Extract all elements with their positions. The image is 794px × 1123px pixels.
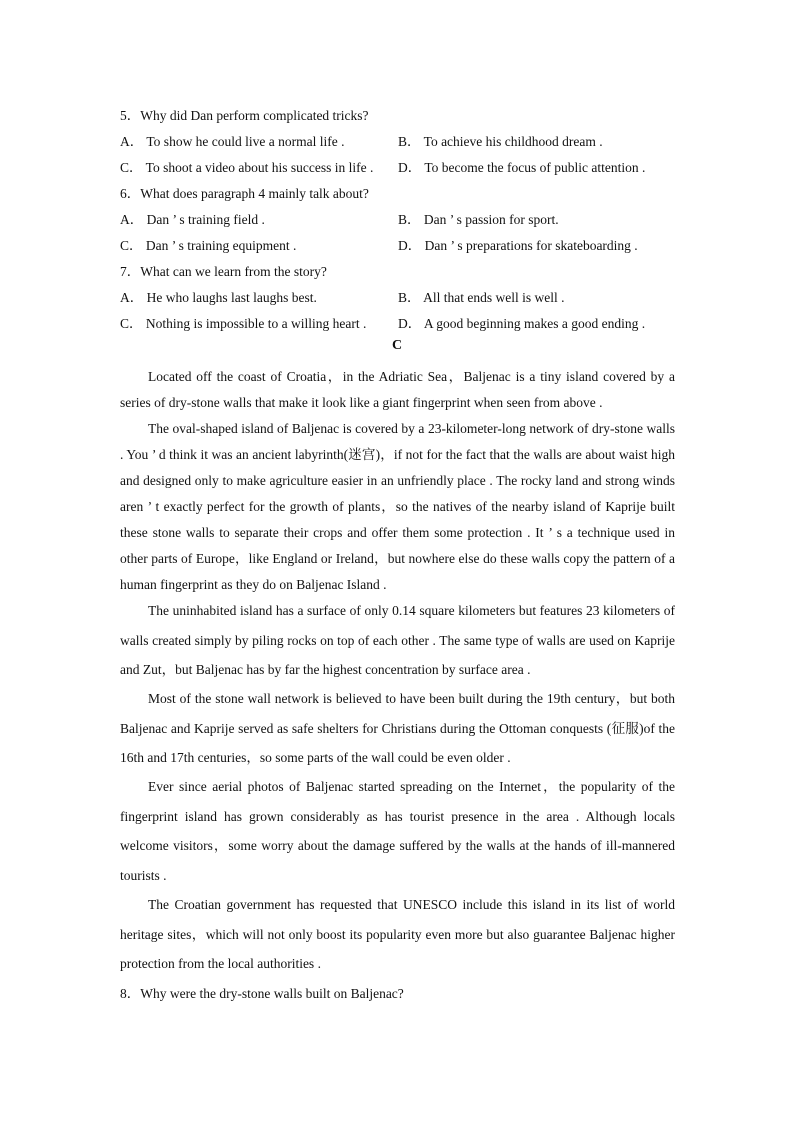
q7-option-d: D． A good beginning makes a good ending . bbox=[398, 316, 646, 331]
q5-option-a: A． To show he could live a normal life . bbox=[120, 134, 345, 149]
q5-option-b: B． To achieve his childhood dream . bbox=[398, 134, 603, 149]
passage-paragraph-2-text: The oval-shaped island of Baljenac is covered by a 23-kilometer-long network of dry-stone walls . You ’ d think it was an ancient labyrinth(迷宫)，if not for the fact that the walls are about waist high and designed only to make agriculture easier in an unfriendly place . The rocky land and strong winds aren ’ t exactly perfect for the growth of plants，so the natives of the nearby island of Kaprije built these stone walls to separate their crops and offer them some protection . It ’ s a technique used in other parts of Europe，like England or Ireland，but nowhere else do these walls copy the pattern of a human fingerprint as they do on Baljenac Island . bbox=[120, 421, 675, 592]
passage-paragraph-4 bbox=[120, 684, 675, 773]
q6-stem: 6．What does paragraph 4 mainly talk about? bbox=[120, 186, 369, 201]
passage-paragraph-3 bbox=[120, 596, 675, 685]
section-heading: C bbox=[391, 338, 403, 353]
passage-paragraph-1-text: Located off the coast of Croatia，in the Adriatic Sea，Baljenac is a tiny island covered by a series of dry-stone walls that make it look like a giant fingerprint when seen from above . bbox=[120, 369, 675, 410]
passage-paragraph-2 bbox=[120, 416, 675, 598]
q5-option-c: C． To shoot a video about his success in life . bbox=[120, 160, 374, 175]
passage-paragraph-6-text: The Croatian government has requested that UNESCO include this island in its list of world heritage sites，which will not only boost its popularity even more but also guarantee Baljenac higher protection from the local authorities . bbox=[120, 897, 675, 971]
q7-option-b: B． All that ends well is well . bbox=[398, 290, 565, 305]
q8-stem: 8．Why were the dry-stone walls built on Baljenac? bbox=[120, 986, 404, 1001]
passage-paragraph-1 bbox=[120, 364, 675, 416]
q5-stem: 5．Why did Dan perform complicated tricks? bbox=[120, 108, 369, 123]
q6-option-b: B． Dan ’ s passion for sport. bbox=[398, 212, 559, 227]
q7-option-a: A． He who laughs last laughs best. bbox=[120, 290, 317, 305]
passage-paragraph-5-text: Ever since aerial photos of Baljenac started spreading on the Internet，the popularity of the fingerprint island has grown considerably as has tourist presence in the area . Although locals welcome visitors，some worry about the damage suffered by the walls at the hands of ill-mannered tourists . bbox=[120, 779, 675, 883]
passage-paragraph-6 bbox=[120, 890, 675, 979]
passage-paragraph-4-text: Most of the stone wall network is believed to have been built during the 19th century，but both Baljenac and Kaprije served as safe shelters for Christians during the Ottoman conquests (征服)of the 16th and 17th centuries，so some parts of the wall could be even older . bbox=[120, 691, 675, 765]
q6-option-a: A． Dan ’ s training field . bbox=[120, 212, 265, 227]
q7-option-c: C． Nothing is impossible to a willing heart . bbox=[120, 316, 367, 331]
passage-paragraph-3-text: The uninhabited island has a surface of only 0.14 square kilometers but features 23 kilometers of walls created simply by piling rocks on top of each other . The same type of walls are used on Kaprije and Zut，but Baljenac has by far the highest concentration by surface area . bbox=[120, 603, 675, 677]
q7-stem: 7．What can we learn from the story? bbox=[120, 264, 327, 279]
q6-option-d: D． Dan ’ s preparations for skateboarding . bbox=[398, 238, 638, 253]
q5-option-d: D． To become the focus of public attention . bbox=[398, 160, 646, 175]
q6-option-c: C． Dan ’ s training equipment . bbox=[120, 238, 297, 253]
passage-paragraph-5 bbox=[120, 772, 675, 890]
